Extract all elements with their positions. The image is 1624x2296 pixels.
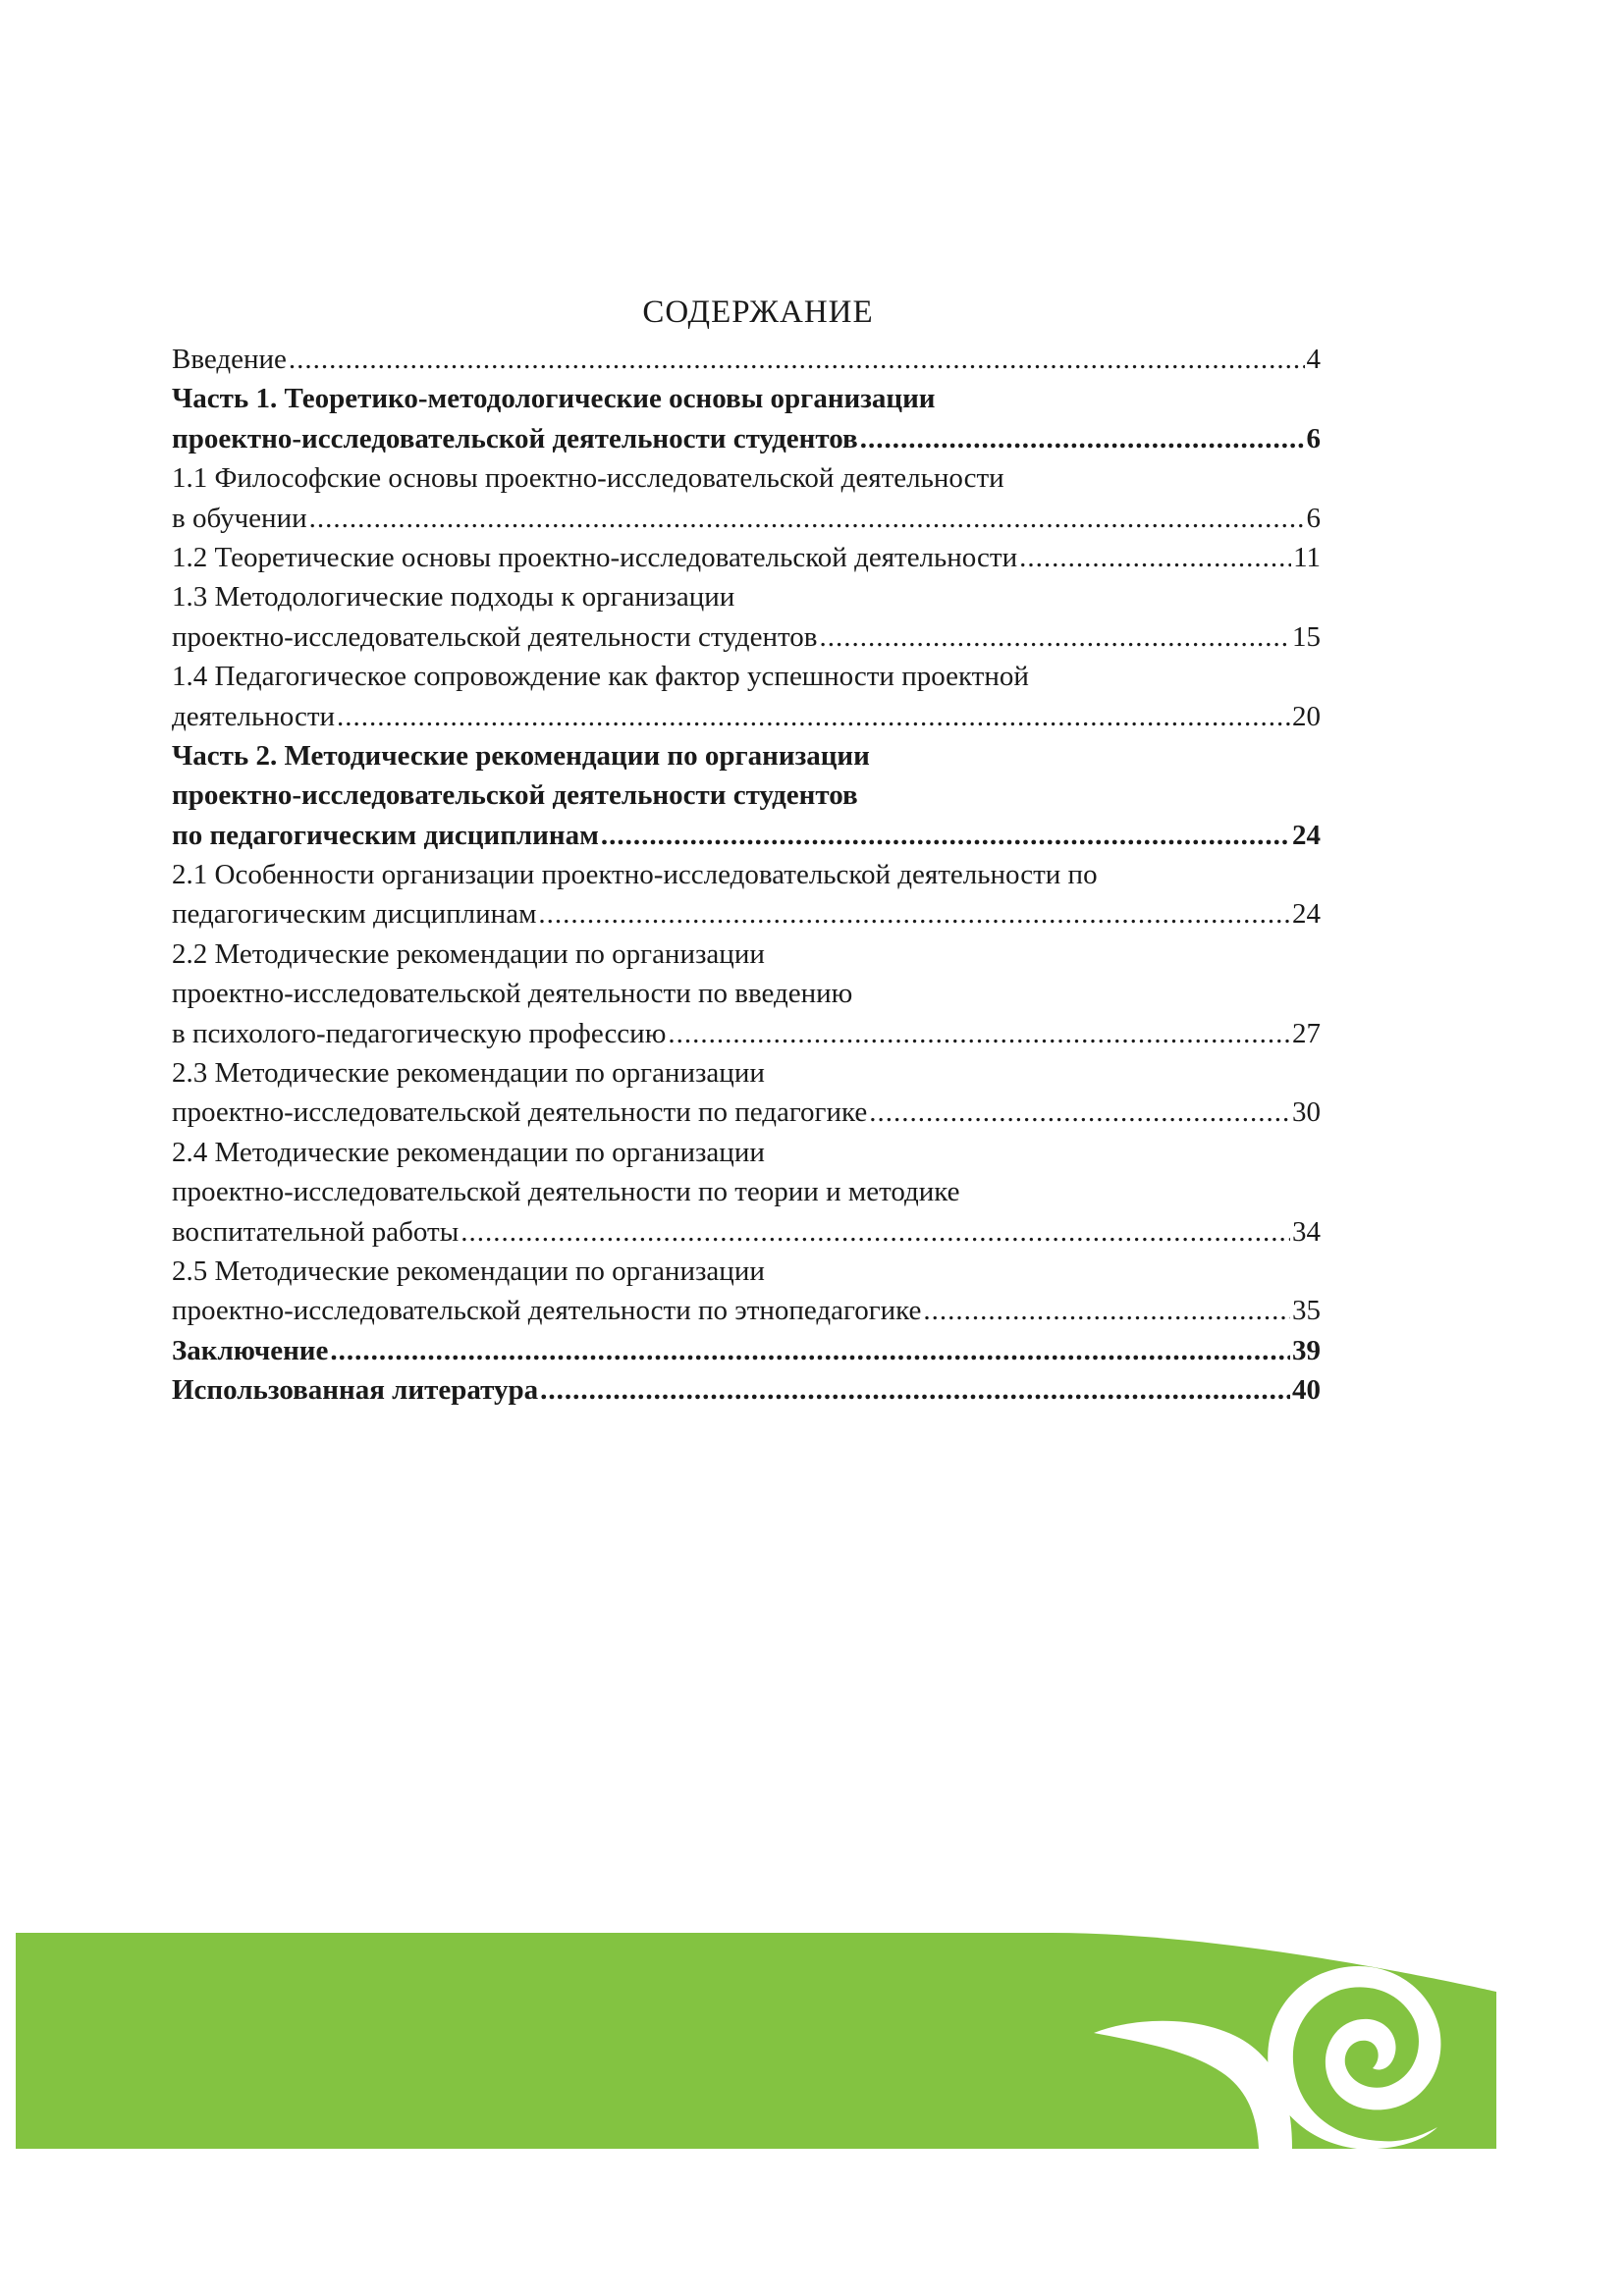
toc-entry bbox=[172, 577, 1321, 616]
toc-entry-title: проектно-исследовательской деятельности по педагогике bbox=[172, 1096, 868, 1129]
toc-entry-title: проектно-исследовательской деятельности студентов bbox=[172, 422, 858, 454]
toc-page-number: 35 bbox=[1292, 1295, 1321, 1327]
toc-entry bbox=[172, 1370, 1321, 1410]
toc-entry bbox=[172, 419, 1321, 458]
table-of-contents bbox=[172, 340, 1321, 1411]
toc-entry bbox=[172, 1212, 1321, 1252]
toc-dot-leader bbox=[309, 499, 1305, 538]
toc-page-number: 34 bbox=[1292, 1215, 1321, 1248]
toc-entry bbox=[172, 657, 1321, 696]
toc-entry bbox=[172, 340, 1321, 379]
toc-page-number: 4 bbox=[1306, 344, 1321, 375]
toc-dot-leader bbox=[540, 1370, 1290, 1410]
toc-entry-title: проектно-исследовательской деятельности по введению bbox=[172, 978, 853, 1010]
toc-entry bbox=[172, 1093, 1321, 1132]
toc-dot-leader bbox=[923, 1291, 1290, 1330]
toc-entry-title: проектно-исследовательской деятельности по этнопедагогике bbox=[172, 1295, 922, 1327]
toc-entry-title: по педагогическим дисциплинам bbox=[172, 819, 599, 851]
toc-entry bbox=[172, 775, 1321, 815]
toc-entry-title: 2.4 Методические рекомендации по организации bbox=[172, 1136, 765, 1168]
toc-page-number: 40 bbox=[1292, 1374, 1321, 1407]
toc-entry-title: в обучении bbox=[172, 502, 307, 534]
toc-entry bbox=[172, 458, 1321, 498]
toc-entry bbox=[172, 894, 1321, 934]
toc-page-number: 20 bbox=[1292, 700, 1321, 732]
toc-dot-leader bbox=[1019, 538, 1291, 577]
toc-entry bbox=[172, 1133, 1321, 1172]
toc-page-number: 39 bbox=[1292, 1334, 1321, 1366]
toc-entry bbox=[172, 697, 1321, 736]
toc-entry-title: 1.2 Теоретические основы проектно-исследовательской деятельности bbox=[172, 541, 1018, 573]
toc-dot-leader bbox=[869, 1093, 1290, 1132]
toc-entry-title: 1.1 Философские основы проектно-исследовательской деятельности bbox=[172, 462, 1004, 495]
toc-entry-title: воспитательной работы bbox=[172, 1215, 460, 1248]
toc-entry bbox=[172, 1291, 1321, 1330]
toc-entry-title: деятельности bbox=[172, 700, 336, 732]
toc-entry bbox=[172, 1252, 1321, 1291]
toc-dot-leader bbox=[330, 1331, 1290, 1370]
toc-dot-leader bbox=[668, 1014, 1290, 1053]
toc-entry-title: 2.2 Методические рекомендации по организации bbox=[172, 937, 765, 970]
toc-entry-title: проектно-исследовательской деятельности по теории и методике bbox=[172, 1176, 960, 1208]
toc-page-number: 6 bbox=[1306, 502, 1321, 534]
toc-entry-title: 2.3 Методические рекомендации по организации bbox=[172, 1057, 765, 1090]
toc-dot-leader bbox=[337, 697, 1290, 736]
toc-entry-title: 2.5 Методические рекомендации по организации bbox=[172, 1255, 765, 1287]
toc-page-number: 24 bbox=[1292, 898, 1321, 931]
toc-dot-leader bbox=[819, 617, 1290, 657]
toc-page-number: 6 bbox=[1306, 422, 1321, 454]
toc-dot-leader bbox=[538, 894, 1290, 934]
toc-entry-title: 1.4 Педагогическое сопровождение как фактор успешности проектной bbox=[172, 661, 1029, 693]
toc-entry bbox=[172, 617, 1321, 657]
toc-dot-leader bbox=[460, 1212, 1290, 1252]
toc-entry bbox=[172, 816, 1321, 855]
toc-entry-title: Часть 1. Теоретико-методологические основы организации bbox=[172, 383, 936, 415]
toc-entry-title: проектно-исследовательской деятельности студентов bbox=[172, 779, 858, 812]
toc-entry-title: в психолого-педагогическую профессию bbox=[172, 1017, 667, 1049]
toc-dot-leader bbox=[601, 816, 1290, 855]
toc-entry-title: 1.3 Методологические подходы к организации bbox=[172, 581, 735, 614]
page-title: СОДЕРЖАНИЕ bbox=[642, 294, 874, 330]
decorative-swirl-band bbox=[16, 1933, 1496, 2149]
toc-entry-title: Использованная литература bbox=[172, 1374, 539, 1407]
toc-entry bbox=[172, 379, 1321, 418]
toc-entry bbox=[172, 1053, 1321, 1093]
toc-entry bbox=[172, 736, 1321, 775]
toc-entry bbox=[172, 855, 1321, 894]
toc-entry-title: проектно-исследовательской деятельности студентов bbox=[172, 620, 818, 653]
toc-entry bbox=[172, 1014, 1321, 1053]
toc-entry-title: Введение bbox=[172, 344, 287, 375]
toc-entry-title: педагогическим дисциплинам bbox=[172, 898, 537, 931]
toc-page-number: 11 bbox=[1293, 541, 1321, 573]
toc-page-number: 24 bbox=[1292, 819, 1321, 851]
toc-entry bbox=[172, 1331, 1321, 1370]
toc-dot-leader bbox=[289, 340, 1305, 379]
toc-entry bbox=[172, 538, 1321, 577]
toc-page-number: 30 bbox=[1292, 1096, 1321, 1129]
toc-page-number: 15 bbox=[1292, 620, 1321, 653]
toc-entry-title: Часть 2. Методические рекомендации по организации bbox=[172, 739, 870, 772]
toc-entry bbox=[172, 1172, 1321, 1211]
toc-dot-leader bbox=[860, 419, 1305, 458]
toc-entry bbox=[172, 974, 1321, 1013]
toc-page-number: 27 bbox=[1292, 1017, 1321, 1049]
toc-entry bbox=[172, 499, 1321, 538]
toc-entry-title: Заключение bbox=[172, 1334, 329, 1366]
toc-entry bbox=[172, 934, 1321, 974]
toc-entry-title: 2.1 Особенности организации проектно-исследовательской деятельности по bbox=[172, 859, 1098, 891]
